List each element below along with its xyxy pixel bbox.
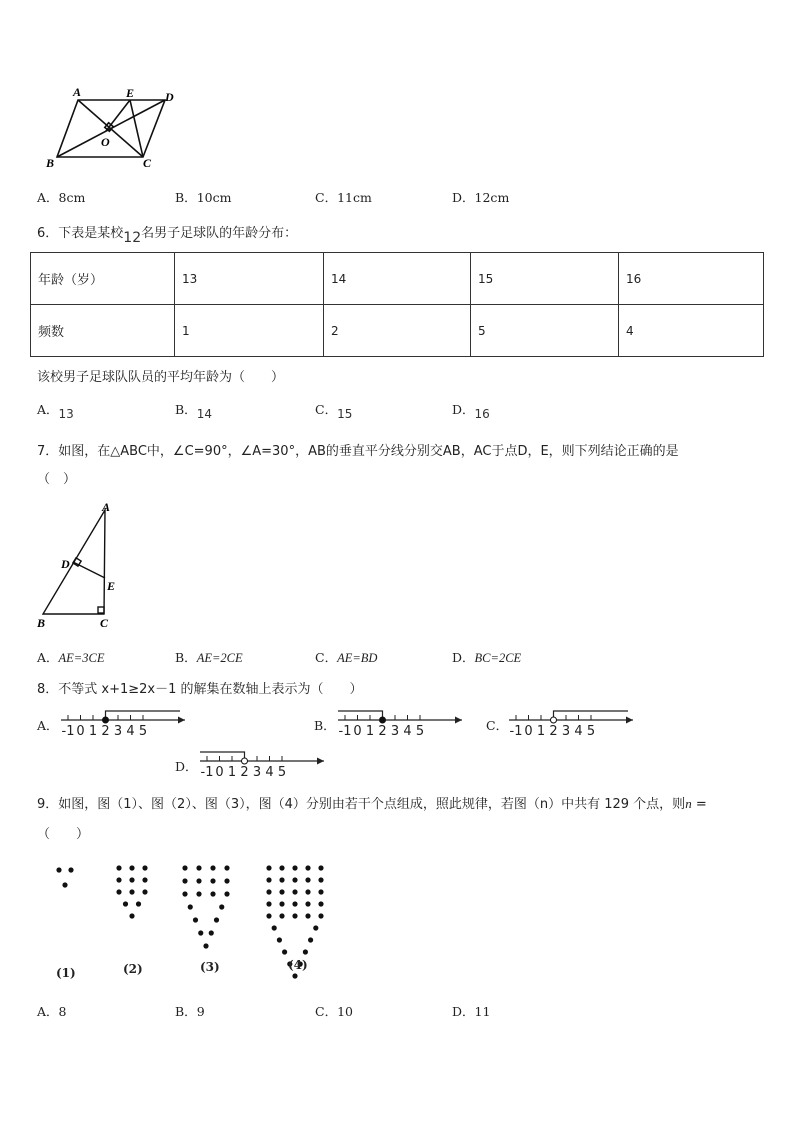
pattern-dot xyxy=(116,877,121,882)
q7-option-c[interactable]: C．AE=BD xyxy=(315,650,378,665)
pattern-dot xyxy=(224,865,229,870)
pattern-dot xyxy=(305,865,310,870)
q5-label-b: B xyxy=(46,156,55,170)
tick-label: 1 xyxy=(365,724,375,739)
table-cell: 2 xyxy=(324,305,471,357)
axis-arrow-icon xyxy=(455,717,462,724)
pattern-dot xyxy=(56,867,61,872)
q8-option-c[interactable]: C． xyxy=(486,718,509,733)
pattern-dot xyxy=(188,904,193,909)
axis-arrow-icon xyxy=(317,758,324,765)
pattern-dot xyxy=(210,865,215,870)
pattern-dot xyxy=(129,889,134,894)
pattern-dot xyxy=(279,901,284,906)
q6-option-a[interactable]: A．13 xyxy=(37,402,74,421)
q8-number-line-a xyxy=(59,704,189,740)
tick-label: 0 xyxy=(524,724,533,739)
pattern-dot xyxy=(224,878,229,883)
tick-label: -1 xyxy=(338,724,352,739)
pattern-dot xyxy=(182,865,187,870)
tick-label: 4 xyxy=(265,765,274,780)
q5-label-e: E xyxy=(126,86,135,100)
q9-option-b[interactable]: B．9 xyxy=(175,1004,205,1019)
pattern-dot xyxy=(116,889,121,894)
pattern-dot xyxy=(318,913,323,918)
q7-triangle-figure xyxy=(30,498,130,634)
open-dot xyxy=(551,717,557,723)
q9-caption-2: (2) xyxy=(123,962,143,976)
pattern-dot xyxy=(308,937,313,942)
pattern-dot xyxy=(292,973,297,978)
pattern-dot xyxy=(196,891,201,896)
pattern-dot xyxy=(266,913,271,918)
pattern-dot xyxy=(210,891,215,896)
pattern-dot xyxy=(198,930,203,935)
q5-option-a[interactable]: A．8cm xyxy=(37,190,86,205)
pattern-dot xyxy=(292,913,297,918)
q9-caption-4: (4) xyxy=(288,958,308,972)
tick-label: 3 xyxy=(561,724,571,739)
pattern-dot xyxy=(292,865,297,870)
q5-option-d[interactable]: D．12cm xyxy=(452,190,510,205)
table-cell: 14 xyxy=(324,253,471,305)
pattern-dot xyxy=(266,889,271,894)
tick-label: 0 xyxy=(215,765,224,780)
q6-age-table xyxy=(30,252,764,357)
tick-label: -1 xyxy=(200,765,214,780)
pattern-dot xyxy=(129,865,134,870)
tick-label: 2 xyxy=(240,765,249,780)
pattern-dot xyxy=(318,865,323,870)
q6-stem: 6．下表是某校12名男子足球队的年龄分布： xyxy=(37,226,298,246)
q7-option-d[interactable]: D．BC=2CE xyxy=(452,650,522,665)
pattern-dot xyxy=(292,877,297,882)
tick-label: 2 xyxy=(101,724,110,739)
pattern-dot xyxy=(62,882,67,887)
tick-label: 1 xyxy=(227,765,237,780)
pattern-dot xyxy=(305,889,310,894)
pattern-dot xyxy=(313,925,318,930)
q8-stem: 8．不等式 x+1≥2x－1 的解集在数轴上表示为（ ） xyxy=(37,682,363,697)
pattern-dot xyxy=(142,865,147,870)
pattern-dot xyxy=(303,949,308,954)
table-cell: 16 xyxy=(619,253,764,305)
pattern-dot xyxy=(196,865,201,870)
table-cell: 15 xyxy=(471,253,619,305)
tick-label: 3 xyxy=(252,765,262,780)
table-cell: 5 xyxy=(471,305,619,357)
q5-label-d: D xyxy=(165,90,174,104)
pattern-dot xyxy=(224,891,229,896)
pattern-dot xyxy=(196,878,201,883)
pattern-dot xyxy=(142,889,147,894)
tick-label: 3 xyxy=(113,724,123,739)
q7-option-b[interactable]: B．AE=2CE xyxy=(175,650,243,665)
q5-label-c: C xyxy=(143,156,152,170)
table-cell: 年龄（岁） xyxy=(31,253,175,305)
q8-number-line-c xyxy=(507,704,637,740)
q7-label-e: E xyxy=(107,579,116,593)
open-dot xyxy=(242,758,248,764)
tick-label: 1 xyxy=(536,724,546,739)
q9-option-c[interactable]: C．10 xyxy=(315,1004,353,1019)
q9-option-d[interactable]: D．11 xyxy=(452,1004,491,1019)
tick-label: 2 xyxy=(549,724,558,739)
table-row xyxy=(31,253,764,305)
pattern-dot xyxy=(214,917,219,922)
pattern-dot xyxy=(305,901,310,906)
q6-option-d[interactable]: D．16 xyxy=(452,402,490,421)
table-cell: 4 xyxy=(619,305,764,357)
pattern-dot xyxy=(318,877,323,882)
pattern-dot xyxy=(68,867,73,872)
pattern-dot xyxy=(182,878,187,883)
pattern-dot xyxy=(277,937,282,942)
pattern-dot xyxy=(203,943,208,948)
table-cell: 频数 xyxy=(31,305,175,357)
tick-label: 5 xyxy=(415,724,425,739)
q5-option-b[interactable]: B．10cm xyxy=(175,190,232,205)
closed-dot xyxy=(380,717,386,723)
tick-label: 4 xyxy=(574,724,583,739)
pattern-dot xyxy=(279,913,284,918)
pattern-dot xyxy=(266,901,271,906)
q9-stem-line2: （ ） xyxy=(37,827,90,842)
pattern-dot xyxy=(209,930,214,935)
q5-label-a: A xyxy=(73,85,82,99)
pattern-dot xyxy=(318,889,323,894)
table-row xyxy=(31,305,764,357)
q7-stem-line1: 7．如图，在△ABC中，∠C=90°，∠A=30°，AB的垂直平分线分别交AB，AC于点D，E，则下列结论正确的是 xyxy=(37,444,679,459)
q9-caption-1: (1) xyxy=(56,966,76,980)
tick-label: 5 xyxy=(277,765,287,780)
pattern-dot xyxy=(129,913,134,918)
tick-label: 0 xyxy=(76,724,85,739)
pattern-dot xyxy=(305,877,310,882)
tick-label: 4 xyxy=(126,724,135,739)
pattern-dot xyxy=(279,865,284,870)
tick-label: -1 xyxy=(509,724,523,739)
tick-label: 2 xyxy=(378,724,387,739)
tick-label: 4 xyxy=(403,724,412,739)
pattern-dot xyxy=(182,891,187,896)
pattern-dot xyxy=(142,877,147,882)
q8-number-line-d xyxy=(198,745,328,781)
pattern-dot xyxy=(219,904,224,909)
table-cell: 1 xyxy=(175,305,324,357)
q7-label-d: D xyxy=(61,557,70,571)
q9-option-a[interactable]: A．8 xyxy=(37,1004,67,1019)
q7-label-b: B xyxy=(37,616,46,630)
pattern-dot xyxy=(279,877,284,882)
pattern-dot xyxy=(305,913,310,918)
q8-option-a[interactable]: A． xyxy=(37,718,59,733)
axis-arrow-icon xyxy=(626,717,633,724)
pattern-dot xyxy=(116,865,121,870)
q9-caption-3: (3) xyxy=(200,960,220,974)
q5-option-c[interactable]: C．11cm xyxy=(315,190,372,205)
q6-option-c[interactable]: C．15 xyxy=(315,402,353,421)
pattern-dot xyxy=(318,901,323,906)
pattern-dot xyxy=(266,877,271,882)
pattern-dot xyxy=(123,901,128,906)
q7-label-a: A xyxy=(102,500,111,514)
pattern-dot xyxy=(272,925,277,930)
tick-label: 5 xyxy=(138,724,148,739)
q8-option-d[interactable]: D． xyxy=(175,759,198,774)
pattern-dot xyxy=(292,889,297,894)
q7-stem-line2: （ ） xyxy=(37,472,77,487)
pattern-dot xyxy=(193,917,198,922)
q7-label-c: C xyxy=(100,616,109,630)
tick-label: 0 xyxy=(353,724,362,739)
q9-stem-line1: 9．如图，图（1）、图（2）、图（3），图（4）分别由若干个点组成，照此规律，若图（n）中共有 129 个点，则n = xyxy=(37,796,707,812)
tick-label: 5 xyxy=(586,724,596,739)
table-cell: 13 xyxy=(175,253,324,305)
tick-label: 1 xyxy=(88,724,98,739)
pattern-dot xyxy=(279,889,284,894)
closed-dot xyxy=(103,717,109,723)
tick-label: 3 xyxy=(390,724,400,739)
axis-arrow-icon xyxy=(178,717,185,724)
q6-option-b[interactable]: B．14 xyxy=(175,402,212,421)
pattern-dot xyxy=(266,865,271,870)
pattern-dot xyxy=(282,949,287,954)
q6-question: 该校男子足球队队员的平均年龄为（ ） xyxy=(37,370,285,385)
q5-label-o: O xyxy=(101,135,110,149)
pattern-dot xyxy=(292,901,297,906)
q8-number-line-b xyxy=(336,704,466,740)
pattern-dot xyxy=(129,877,134,882)
q8-option-b[interactable]: B． xyxy=(314,718,336,733)
q5-parallelogram-figure xyxy=(40,82,190,174)
q7-option-a[interactable]: A．AE=3CE xyxy=(37,650,105,665)
tick-label: -1 xyxy=(61,724,75,739)
pattern-dot xyxy=(210,878,215,883)
pattern-dot xyxy=(136,901,141,906)
